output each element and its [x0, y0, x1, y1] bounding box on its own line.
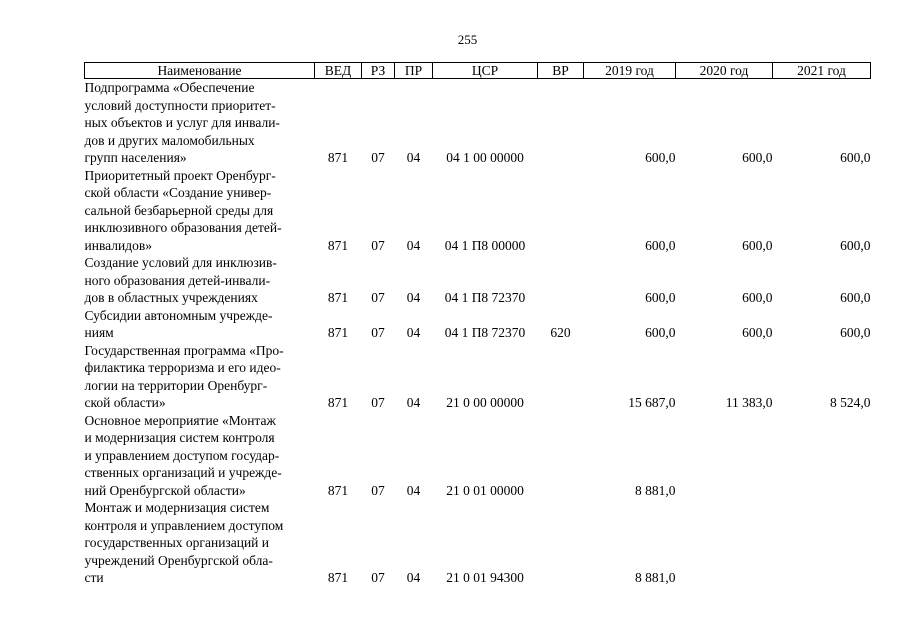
row-2021: 600,0 [840, 290, 871, 305]
row-ved: 871 [327, 237, 349, 253]
row-2020: 600,0 [742, 237, 773, 253]
table-row [85, 167, 871, 255]
row-2020: 11 383,0 [725, 395, 773, 410]
header-name: Наименование [85, 63, 315, 79]
row-2021: 600,0 [840, 150, 871, 165]
row-2021 [773, 499, 871, 587]
row-2020 [676, 412, 773, 500]
row-2019: 8 881,0 [635, 482, 676, 498]
header-2019: 2019 год [584, 63, 676, 79]
row-name: Основное мероприятие «Монтаж и модернизация систем контроля и управлением доступом государ- ственных организаций и учрежде- ний Оренбургской области» [84, 412, 282, 498]
row-rz: 07 [371, 290, 385, 305]
row-name: Субсидии автономным учрежде- ниям [84, 307, 273, 340]
row-ved: 871 [327, 150, 349, 165]
table-row [85, 342, 871, 412]
row-name: Подпрограмма «Обеспечение условий доступности приоритет- ных объектов и услуг для инвали- дов и других маломобильных групп населения» [84, 80, 280, 165]
row-pr: 04 [406, 290, 421, 305]
header-pr: ПР [395, 63, 433, 79]
row-2019: 8 881,0 [635, 570, 676, 585]
row-csr: 04 1 П8 72370 [444, 325, 526, 340]
row-csr: 04 1 00 00000 [446, 150, 524, 165]
row-csr: 04 1 П8 00000 [444, 237, 526, 253]
budget-table [84, 62, 871, 587]
row-name: Государственная программа «Про- филактика терроризма и его идео- логии на территории Оренбург- ской области» [84, 342, 284, 410]
row-ved: 871 [327, 395, 349, 410]
row-2019: 600,0 [645, 290, 676, 305]
row-vr [538, 499, 584, 587]
row-vr: 620 [550, 325, 571, 340]
row-vr [538, 342, 584, 412]
row-2019: 15 687,0 [628, 395, 676, 410]
row-rz: 07 [371, 482, 385, 498]
row-rz: 07 [371, 325, 385, 340]
row-2019: 600,0 [645, 325, 676, 340]
header-ved: ВЕД [315, 63, 362, 79]
row-vr [538, 412, 584, 500]
header-vr: ВР [538, 63, 584, 79]
row-csr: 21 0 01 94300 [446, 570, 524, 585]
row-ved: 871 [327, 290, 349, 305]
row-2021: 8 524,0 [830, 395, 871, 410]
table-row [85, 412, 871, 500]
row-csr: 04 1 П8 72370 [444, 290, 526, 305]
row-ved: 871 [327, 325, 349, 340]
header-rz: РЗ [362, 63, 395, 79]
row-2019: 600,0 [645, 150, 676, 165]
row-ved: 871 [327, 570, 349, 585]
row-2020: 600,0 [742, 290, 773, 305]
row-pr: 04 [406, 150, 421, 165]
row-csr: 21 0 00 00000 [446, 395, 524, 410]
row-rz: 07 [371, 570, 385, 585]
row-2019: 600,0 [645, 237, 676, 253]
table-row [85, 499, 871, 587]
header-csr: ЦСР [433, 63, 538, 79]
row-2020 [676, 499, 773, 587]
row-pr: 04 [406, 570, 421, 585]
row-name: Приоритетный проект Оренбург- ской области «Создание универ- сальной безбарьерной среды для инклюзивного образования детей- инвалидов» [84, 167, 282, 253]
table-row [85, 254, 871, 307]
row-ved: 871 [327, 482, 349, 498]
row-pr: 04 [406, 482, 421, 498]
row-rz: 07 [371, 395, 385, 410]
row-name: Создание условий для инклюзив- ного образования детей-инвали- дов в областных учреждениях [84, 255, 277, 305]
table-header-row [85, 63, 871, 79]
header-2020: 2020 год [676, 63, 773, 79]
row-2021 [773, 412, 871, 500]
header-2021: 2021 год [773, 63, 871, 79]
row-pr: 04 [406, 325, 421, 340]
row-rz: 07 [371, 237, 385, 253]
row-vr [538, 167, 584, 255]
row-2021: 600,0 [840, 325, 871, 340]
row-pr: 04 [406, 237, 421, 253]
page-number: 255 [457, 32, 478, 47]
row-name: Монтаж и модернизация систем контроля и управлением доступом государственных организаций и учреждений Оренбургской обла- сти [84, 500, 284, 585]
table-row [85, 79, 871, 167]
row-2020: 600,0 [742, 325, 773, 340]
row-csr: 21 0 01 00000 [446, 482, 524, 498]
row-vr [538, 254, 584, 307]
row-pr: 04 [406, 395, 421, 410]
table-row [85, 307, 871, 342]
row-vr [538, 79, 584, 167]
row-2020: 600,0 [742, 150, 773, 165]
row-rz: 07 [371, 150, 385, 165]
row-2021: 600,0 [840, 237, 871, 253]
